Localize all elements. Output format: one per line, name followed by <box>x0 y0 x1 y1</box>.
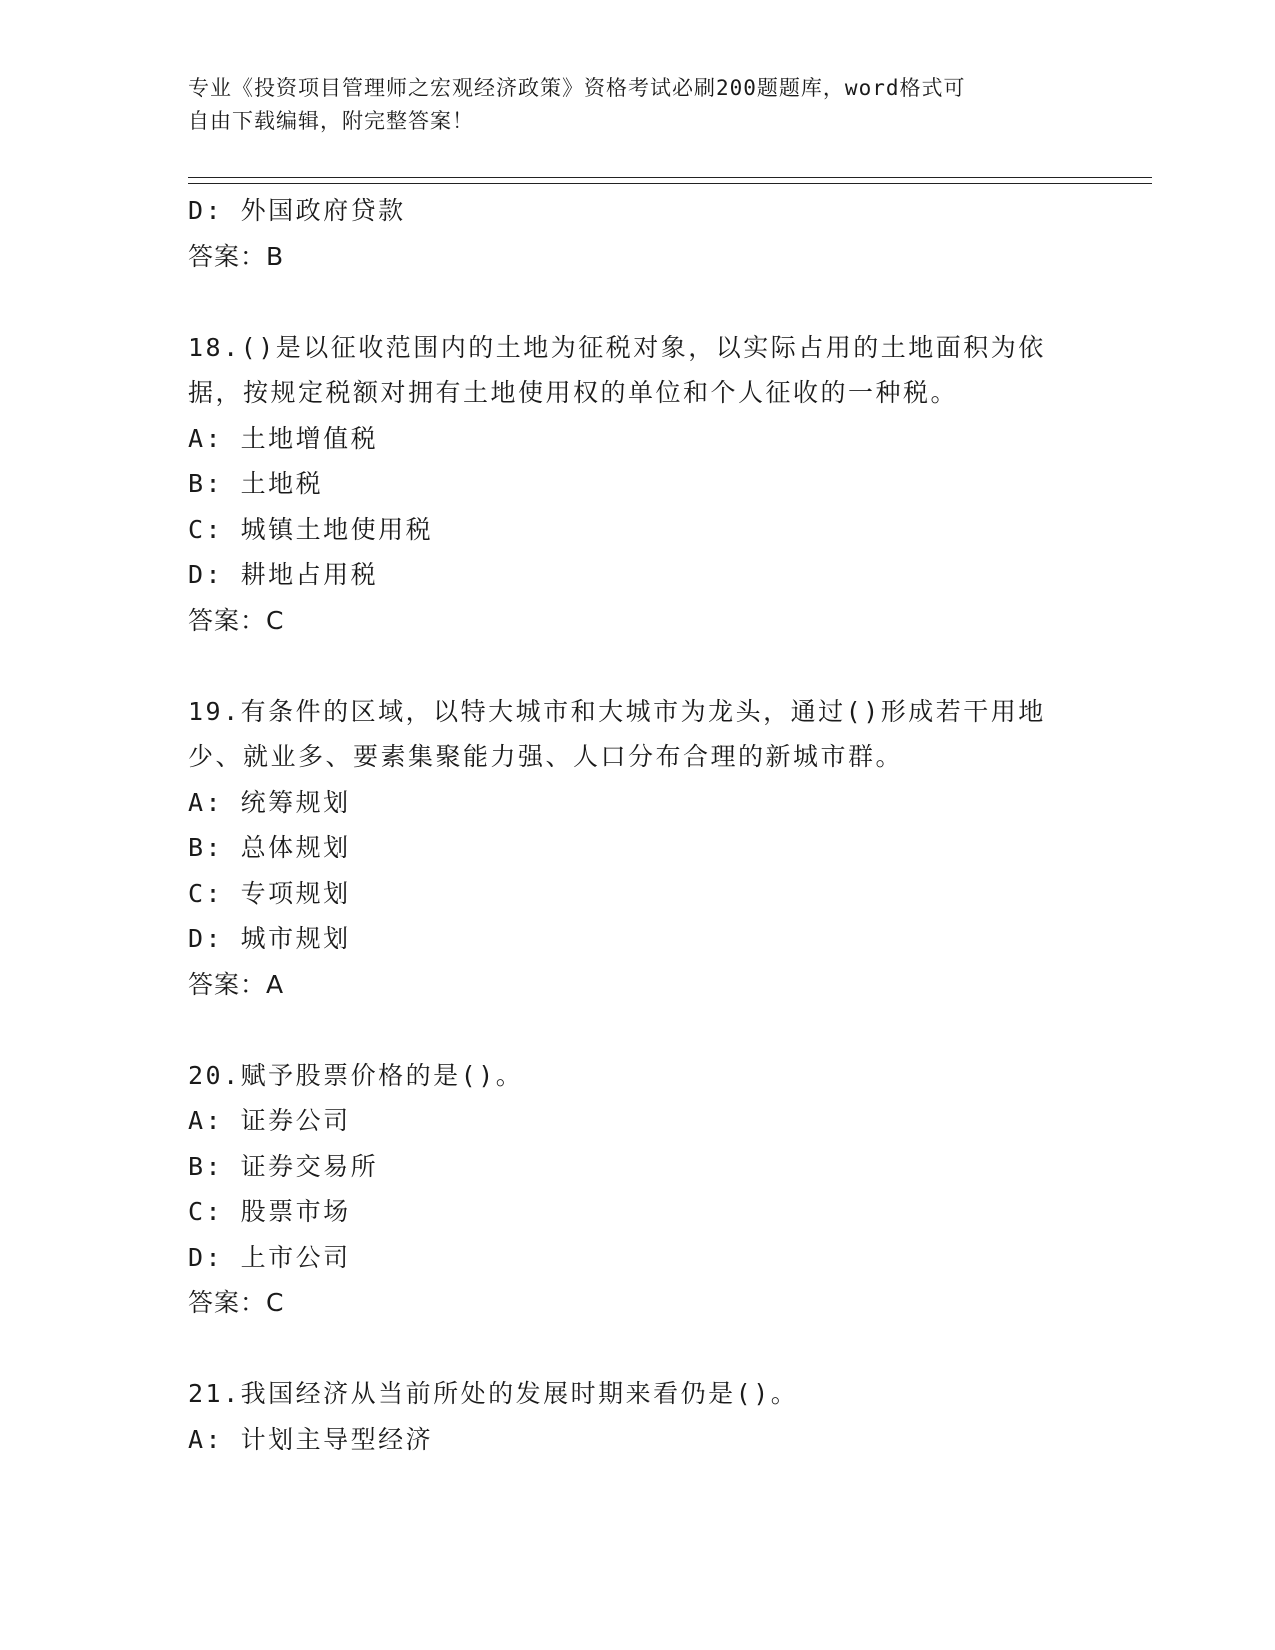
question-18 <box>188 325 1088 644</box>
option-c: C: 股票市场 <box>188 1197 351 1226</box>
answer: 答案：C <box>188 1288 285 1317</box>
header-line-1: 专业《投资项目管理师之宏观经济政策》资格考试必刷200题题库，word格式可 <box>188 76 966 100</box>
option-d: D: 耕地占用税 <box>188 560 379 589</box>
option-a: A: 统筹规划 <box>188 787 351 817</box>
question-19 <box>188 689 1088 1008</box>
option-c: C: 专项规划 <box>188 878 351 908</box>
spacer <box>188 1007 1088 1053</box>
question-stem-line: 据，按规定税额对拥有土地使用权的单位和个人征收的一种税。 <box>188 378 959 407</box>
spacer <box>188 279 1088 325</box>
header-divider-bottom <box>188 183 1152 184</box>
spacer <box>188 643 1088 689</box>
option-d: D: 城市规划 <box>188 924 351 953</box>
question-stem-line: 少、就业多、要素集聚能力强、人口分布合理的新城市群。 <box>188 742 904 771</box>
question-stem-line: 21.我国经济从当前所处的发展时期来看仍是()。 <box>188 1379 799 1408</box>
question-21 <box>188 1371 1088 1462</box>
answer: 答案：C <box>188 605 285 635</box>
question-stem-line: 20.赋予股票价格的是()。 <box>188 1060 524 1090</box>
option-d: D: 外国政府贷款 <box>188 196 406 225</box>
document-header <box>188 72 1068 138</box>
header-divider-top <box>188 177 1152 178</box>
question-20 <box>188 1053 1088 1326</box>
option-a: A: 计划主导型经济 <box>188 1424 434 1454</box>
spacer <box>188 1326 1088 1372</box>
question-17-tail <box>188 188 1088 279</box>
option-a: A: 证券公司 <box>188 1106 351 1135</box>
option-b: B: 总体规划 <box>188 833 351 862</box>
option-b: B: 证券交易所 <box>188 1151 379 1181</box>
answer: 答案：B <box>188 241 285 271</box>
option-c: C: 城镇土地使用税 <box>188 514 434 544</box>
option-a: A: 土地增值税 <box>188 423 379 453</box>
option-b: B: 土地税 <box>188 469 324 498</box>
document-body <box>188 188 1088 1462</box>
header-line-2: 自由下载编辑，附完整答案！ <box>188 109 474 133</box>
option-d: D: 上市公司 <box>188 1242 351 1272</box>
question-stem-line: 18.()是以征收范围内的土地为征税对象，以实际占用的土地面积为依 <box>188 332 1046 362</box>
question-stem-line: 19.有条件的区域，以特大城市和大城市为龙头，通过()形成若干用地 <box>188 696 1046 726</box>
answer: 答案：A <box>188 969 285 999</box>
